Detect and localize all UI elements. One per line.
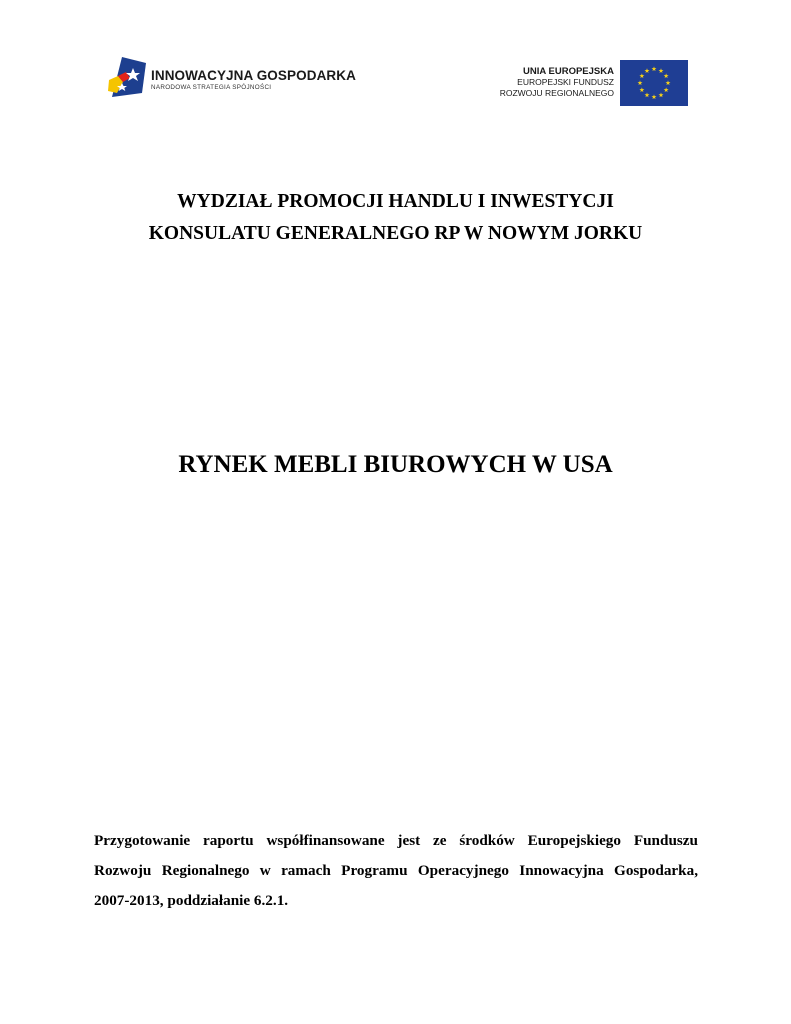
eu-logo-text bbox=[500, 66, 614, 98]
logo-title: INNOWACYJNA GOSPODARKA bbox=[151, 68, 356, 83]
funding-note-line-1: Przygotowanie raportu współfinansowane jest ze środków Europejskiego Funduszu bbox=[94, 832, 698, 849]
eu-logo bbox=[490, 60, 688, 106]
eu-logo-line3: ROZWOJU REGIONALNEGO bbox=[499, 87, 614, 98]
document-title: RYNEK MEBLI BIUROWYCH W USA bbox=[178, 451, 613, 478]
innowacyjna-gospodarka-logo bbox=[108, 55, 356, 99]
eu-logo-line2: EUROPEJSKI FUNDUSZ bbox=[517, 77, 614, 87]
eu-flag-icon bbox=[620, 60, 688, 106]
eu-logo-line1: UNIA EUROPEJSKA bbox=[523, 66, 614, 77]
funding-note-line-2: Rozwoju Regionalnego w ramach Programu Operacyjnego Innowacyjna Gospodarka, bbox=[94, 862, 698, 879]
funding-note bbox=[94, 826, 698, 916]
heading-line-1: WYDZIAŁ PROMOCJI HANDLU I INWESTYCJI bbox=[177, 191, 614, 212]
heading-line-2: KONSULATU GENERALNEGO RP W NOWYM JORKU bbox=[148, 223, 643, 244]
funding-note-line-3: 2007-2013, poddziałanie 6.2.1. bbox=[94, 892, 289, 909]
logo-subtitle: NARODOWA STRATEGIA SPÓJNOŚCI bbox=[151, 84, 272, 91]
innowacyjna-gospodarka-emblem-icon bbox=[108, 55, 148, 99]
